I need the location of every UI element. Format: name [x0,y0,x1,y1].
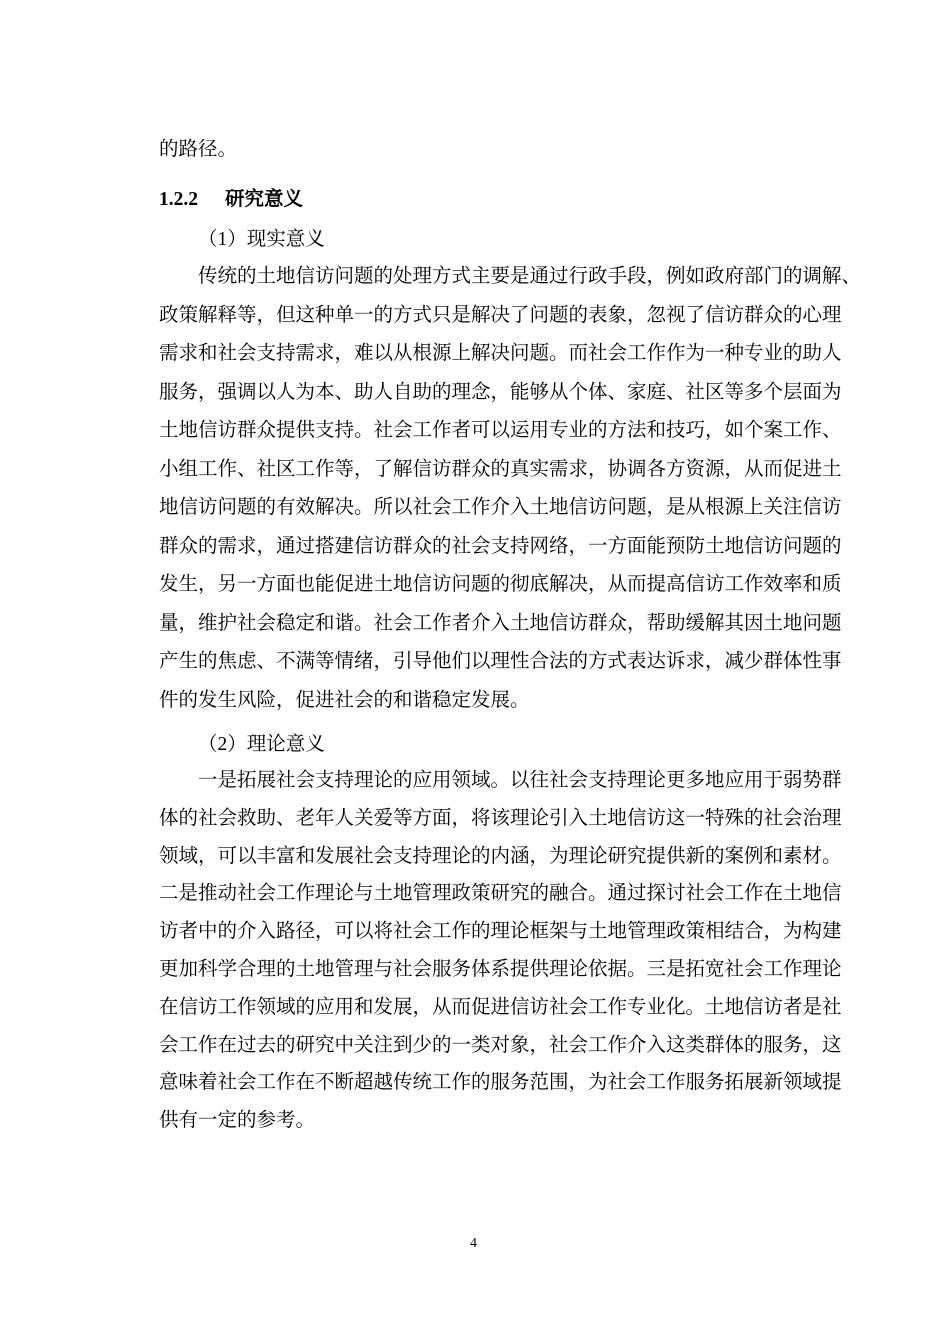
text-line: 供有一定的参考。 [159,1110,316,1132]
text-line: 发生，另一方面也能促进土地信访问题的彻底解决，从而提高信访工作效率和质 [159,574,842,595]
section-heading [159,188,303,212]
text-line: 体的社会救助、老年人关爱等方面，将该理论引入土地信访这一特殊的社会治理 [159,807,842,829]
text-line: 一是拓展社会支持理论的应用领域。以往社会支持理论更多地应用于弱势群 [198,770,842,791]
text-line: 在信访工作领域的应用和发展，从而促进信访社会工作专业化。土地信访者是社 [159,996,842,1018]
text-line: 意味着社会工作在不断超越传统工作的服务范围，为社会工作服务拓展新领域提 [159,1072,842,1094]
subheading-theoretical: （2）理论意义 [198,734,325,755]
text-line: 二是推动社会工作理论与土地管理政策研究的融合。通过探讨社会工作在土地信 [159,883,842,905]
text-line: 群众的需求，通过搭建信访群众的社会支持网络，一方面能预防土地信访问题的 [159,535,842,557]
text-line: 政策解释等，但这种单一的方式只是解决了问题的表象，忽视了信访群众的心理 [159,304,842,326]
text-line: 会工作在过去的研究中关注到少的一类对象，社会工作介入这类群体的服务，这 [159,1034,842,1056]
text-line: 小组工作、社区工作等，了解信访群众的真实需求，协调各方资源，从而促进土 [159,458,842,480]
text-line: 土地信访群众提供支持。社会工作者可以运用专业的方法和技巧，如个案工作、 [159,420,842,441]
text-line: 访者中的介入路径，可以将社会工作的理论框架与土地管理政策相结合，为构建 [159,921,842,943]
text-line: 领域，可以丰富和发展社会支持理论的内涵，为理论研究提供新的案例和素材。 [159,845,842,867]
text-line: 传统的土地信访问题的处理方式主要是通过行政手段，例如政府部门的调解、 [198,266,862,287]
continuation-text: 的路径。 [159,139,238,160]
text-line: 产生的焦虑、不满等情绪，引导他们以理性合法的方式表达诉求，减少群体性事 [159,651,842,672]
text-line: 量，维护社会稳定和谐。社会工作者介入土地信访群众，帮助缓解其因土地问题 [159,612,842,634]
paragraph-practical [159,258,862,720]
text-line: 地信访问题的有效解决。所以社会工作介入土地信访问题，是从根源上关注信访 [159,497,842,518]
section-title: 研究意义 [225,189,304,210]
text-line: 需求和社会支持需求，难以从根源上解决问题。而社会工作作为一种专业的助人 [159,343,842,364]
section-number: 1.2.2 [159,189,198,210]
paragraph-theoretical [159,762,842,1140]
text-line: 更加科学合理的土地管理与社会服务体系提供理论依据。三是拓宽社会工作理论 [159,958,842,980]
page-number: 4 [470,1236,477,1251]
text-line: 服务，强调以人为本、助人自助的理念，能够从个体、家庭、社区等多个层面为 [159,381,842,403]
text-line: 件的发生风险，促进社会的和谐稳定发展。 [159,689,530,711]
subheading-practical: （1）现实意义 [198,229,325,250]
